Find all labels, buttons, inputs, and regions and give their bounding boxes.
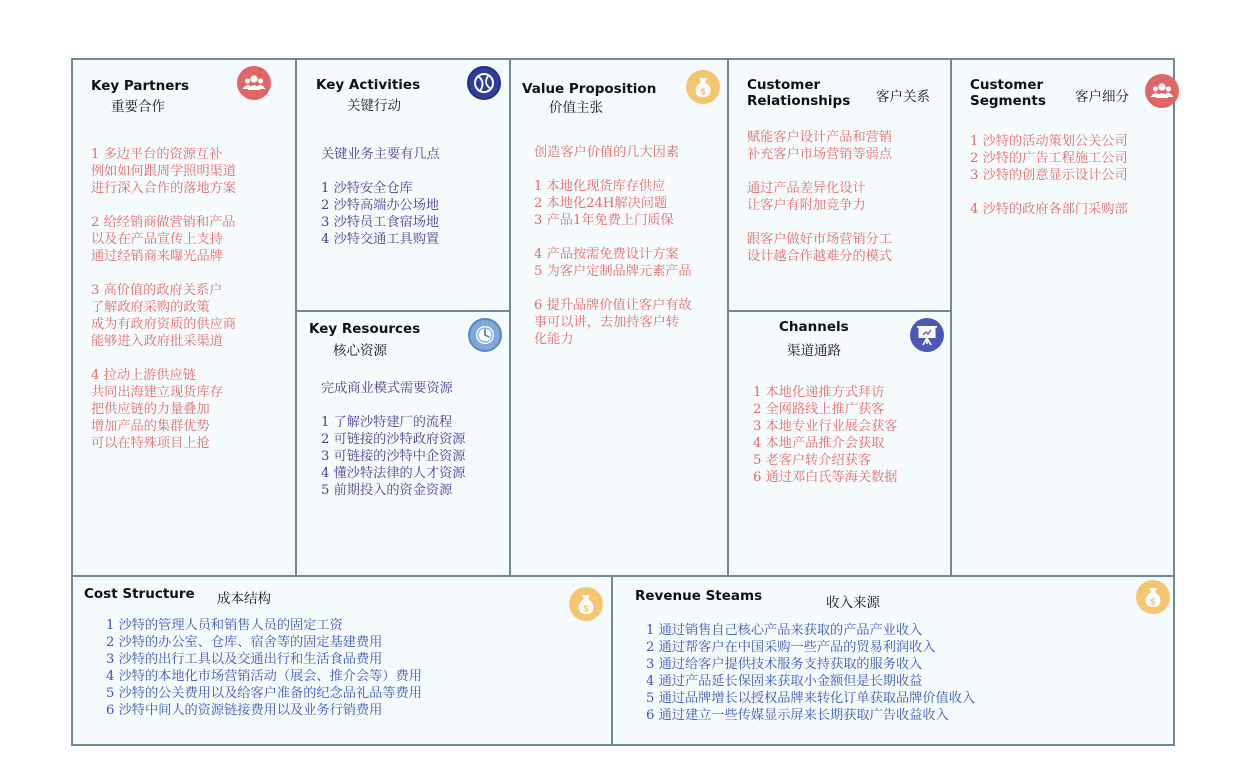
money-bag-icon bbox=[569, 587, 603, 621]
customer-relationships-title: Customer Relationships bbox=[747, 77, 851, 109]
cost-structure-title: Cost Structure bbox=[84, 586, 195, 602]
key-activities-subtitle: 关键行动 bbox=[347, 98, 401, 114]
ball-icon bbox=[467, 66, 501, 100]
key-activities-panel bbox=[295, 58, 511, 312]
customer-relationships-panel bbox=[727, 58, 952, 312]
customer-segments-subtitle: 客户细分 bbox=[1075, 89, 1129, 105]
customer-segments-panel bbox=[950, 58, 1175, 577]
people-icon bbox=[1145, 74, 1179, 108]
customer-segments-text: 1 沙特的活动策划公关公司 2 沙特的广告工程施工公司 3 沙特的创意显示设计公司 4 沙特的政府各部门采购部 bbox=[970, 134, 1128, 217]
clock-icon bbox=[468, 318, 502, 352]
key-partners-title: Key Partners bbox=[91, 78, 190, 94]
channels-subtitle: 渠道通路 bbox=[787, 343, 841, 359]
value-proposition-text: 创造客户价值的几大因素 1 本地化现货库存供应 2 本地化24H解决问题 3 产品1年免费上门质保 4 产品按需免费设计方案 5 为客户定制品牌元素产品 6 提升品牌价值让客户有故 事可以讲，去加持客户转 化能力 bbox=[534, 145, 692, 347]
revenue-streams-subtitle: 收入来源 bbox=[826, 595, 880, 611]
revenue-streams-title: Revenue Steams bbox=[635, 588, 763, 604]
svg-text:$: $ bbox=[699, 87, 707, 98]
channels-text: 1 本地化递推方式拜访 2 全网路线上推广获客 3 本地专业行业展会获客 4 本地产品推介会获取 5 老客户转介绍获客 6 通过邓白氏等海关数据 bbox=[753, 385, 898, 485]
key-resources-title: Key Resources bbox=[309, 321, 421, 337]
cost-structure-text: 1 沙特的管理人员和销售人员的固定工资 2 沙特的办公室、仓库、宿舍等的固定基建费用 3 沙特的出行工具以及交通出行和生活食品费用 4 沙特的本地化市场营销活动（展会、推介会等）费用 5 沙特的公关费用以及给客户准备的纪念品礼品等费用 6 沙特中间人的资源链接费用以及业务行销费用 bbox=[106, 618, 422, 718]
svg-text:$: $ bbox=[582, 604, 590, 615]
value-proposition-title: Value Proposition bbox=[522, 81, 657, 97]
svg-text:$: $ bbox=[1149, 597, 1157, 608]
key-resources-text: 完成商业模式需要资源 1 了解沙特建厂的流程 2 可链接的沙特政府资源 3 可链接的沙特中企资源 4 懂沙特法律的人才资源 5 前期投入的资金资源 bbox=[321, 381, 466, 498]
money-bag-icon bbox=[686, 70, 720, 104]
customer-relationships-text: 赋能客户设计产品和营销 补充客户市场营销等弱点 通过产品差异化设计 让客户有附加竞争力 跟客户做好市场营销分工 设计越合作越难分的模式 bbox=[747, 130, 893, 264]
key-partners-panel bbox=[71, 58, 297, 577]
key-resources-panel bbox=[295, 310, 511, 577]
key-activities-text: 关键业务主要有几点 1 沙特安全仓库 2 沙特高端办公场地 3 沙特员工食宿场地 4 沙特交通工具购置 bbox=[321, 147, 440, 247]
revenue-streams-panel bbox=[611, 575, 1175, 746]
key-partners-subtitle: 重要合作 bbox=[111, 99, 165, 115]
cost-structure-subtitle: 成本结构 bbox=[217, 591, 271, 607]
value-proposition-panel bbox=[509, 58, 729, 577]
key-resources-subtitle: 核心资源 bbox=[333, 343, 387, 359]
people-icon bbox=[237, 66, 271, 100]
revenue-streams-text: 1 通过销售自己核心产品来获取的产品产业收入 2 通过帮客户在中国采购一些产品的贸易利润收入 3 通过给客户提供技术服务支持获取的服务收入 4 通过产品延长保固来获取小金额但是长期收益 5 通过品牌增长以授权品牌来转化订单获取品牌价值收入 6 通过建立一些传媒显示屏来长期获取广告收益收入 bbox=[646, 623, 976, 723]
value-proposition-subtitle: 价值主张 bbox=[549, 100, 603, 116]
customer-relationships-subtitle: 客户关系 bbox=[876, 89, 930, 105]
channels-panel bbox=[727, 310, 952, 577]
key-activities-title: Key Activities bbox=[316, 77, 421, 93]
customer-segments-title: Customer Segments bbox=[970, 77, 1046, 109]
key-partners-text: 1 多边平台的资源互补 例如如何跟周学照明渠道 进行深入合作的落地方案 2 给经销商做营销和产品 以及在产品宣传上支持 通过经销商来曝光品牌 3 高价值的政府关系户 了解政府采购的政策 成为有政府资质的供应商 能够进入政府批采渠道 4 拉动上游供应链 共同出海建立现货库存 把供应链的力量叠加 增加产品的集群优势 可以在特殊项目上抢 bbox=[91, 147, 237, 451]
cost-structure-panel bbox=[71, 575, 613, 746]
money-bag-icon bbox=[1136, 580, 1170, 614]
presentation-board-icon bbox=[910, 318, 944, 352]
channels-title: Channels bbox=[779, 319, 849, 335]
